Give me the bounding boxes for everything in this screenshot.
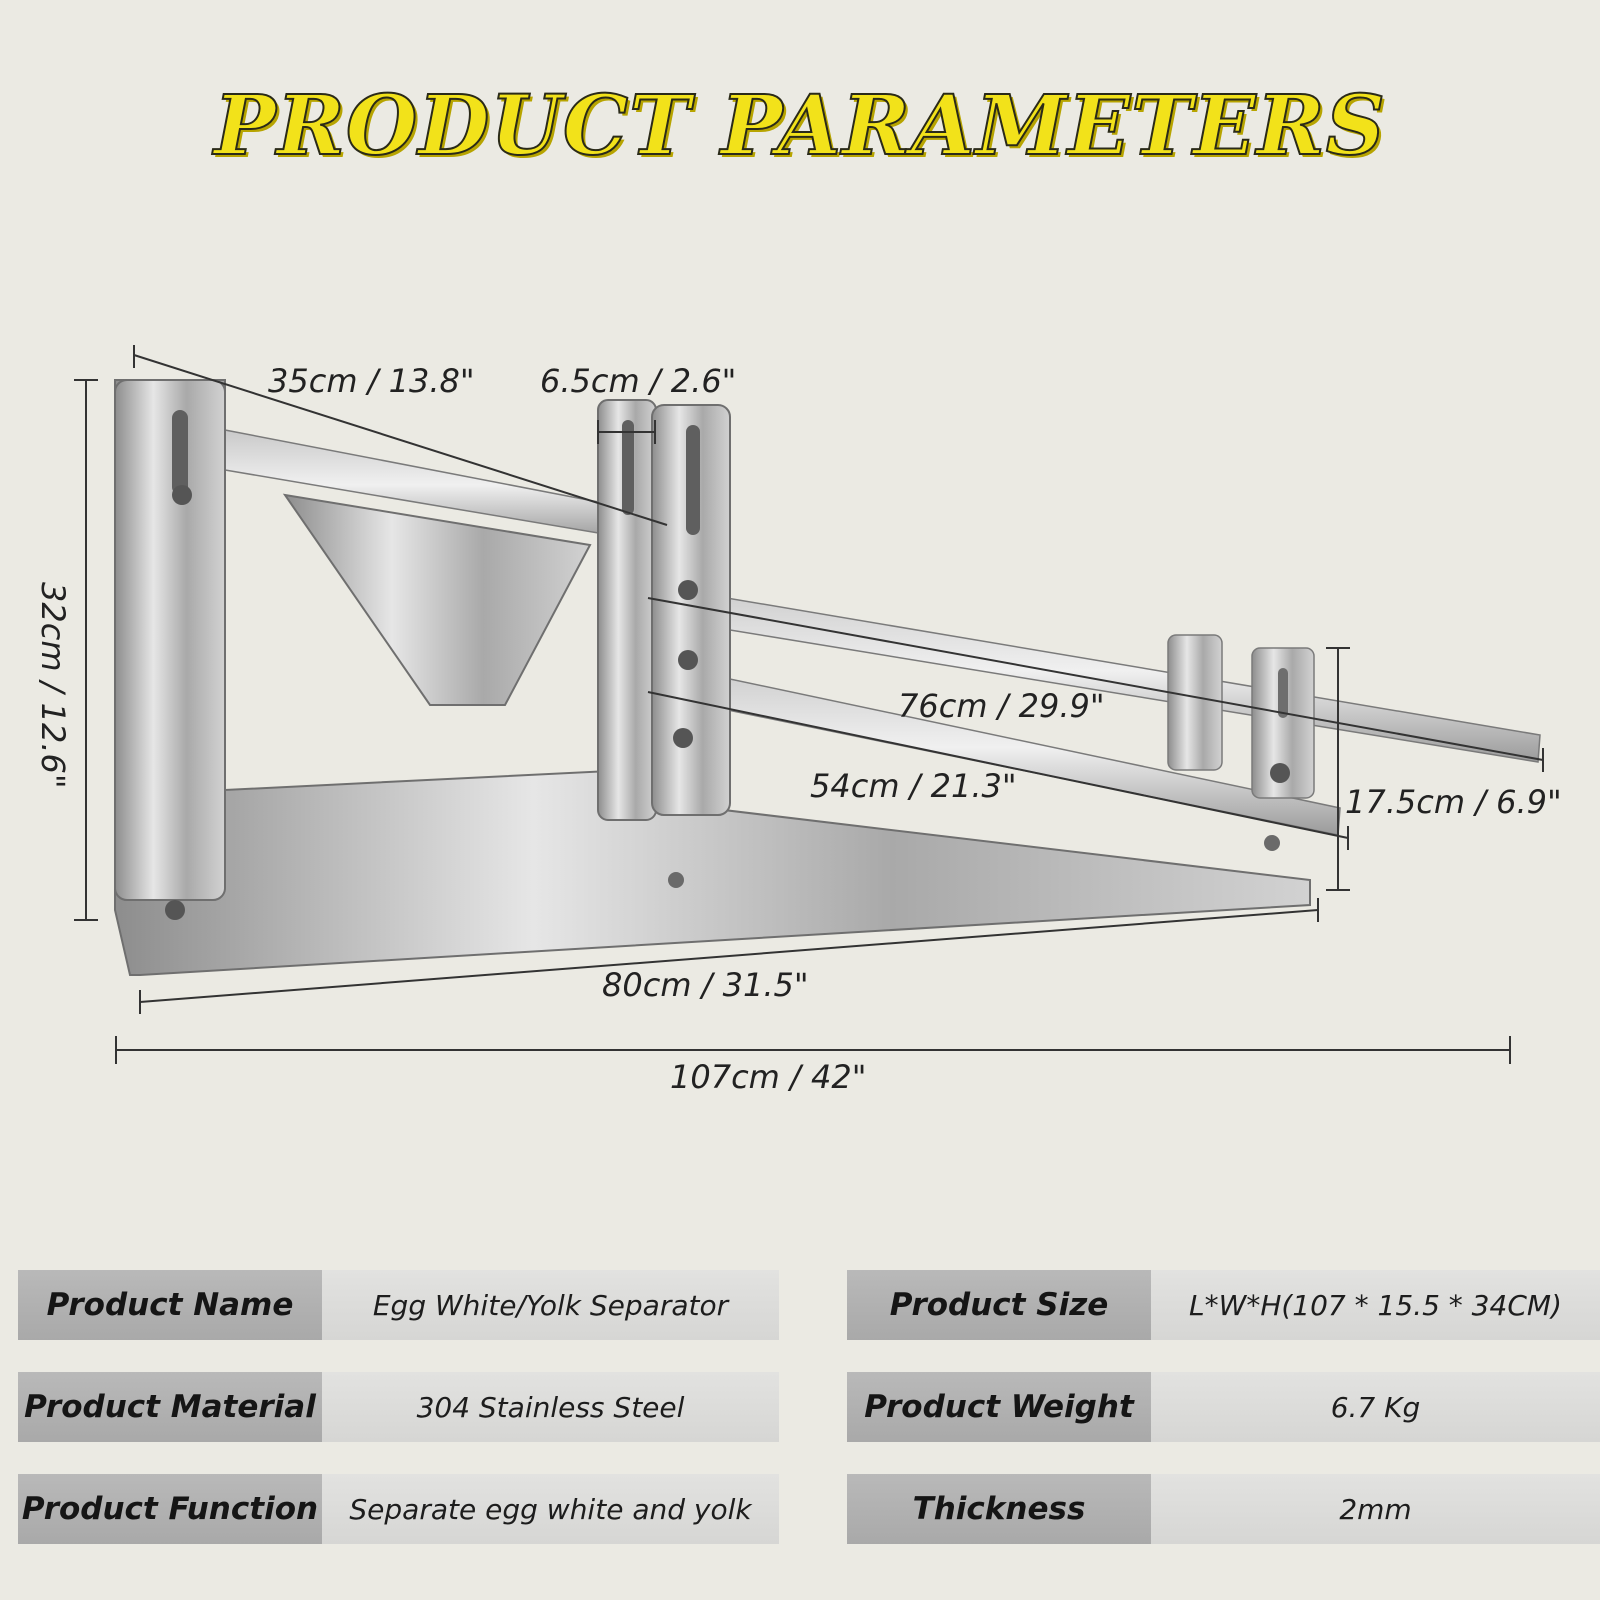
spec-value-product-material: 304 Stainless Steel [322, 1372, 779, 1442]
dim-label-height: 32cm / 12.6" [34, 582, 72, 789]
spec-label-product-function: Product Function [18, 1474, 322, 1544]
spec-value-product-weight: 6.7 Kg [1151, 1372, 1600, 1442]
page-title: PRODUCT PARAMETERS [214, 78, 1386, 174]
dim-label-upright-width: 6.5cm / 2.6" [540, 362, 737, 400]
dim-label-base-length: 80cm / 31.5" [602, 966, 809, 1004]
spec-label-product-size: Product Size [847, 1270, 1151, 1340]
dim-label-arm-length: 76cm / 29.9" [898, 687, 1105, 725]
spec-value-product-size: L*W*H(107 * 15.5 * 34CM) [1151, 1270, 1600, 1340]
spec-value-thickness: 2mm [1151, 1474, 1600, 1544]
spec-value-product-name: Egg White/Yolk Separator [322, 1270, 779, 1340]
spec-label-product-name: Product Name [18, 1270, 322, 1340]
spec-label-product-material: Product Material [18, 1372, 322, 1442]
dim-label-total-length: 107cm / 42" [670, 1058, 867, 1096]
dim-label-top-diagonal: 35cm / 13.8" [268, 362, 475, 400]
spec-label-thickness: Thickness [847, 1474, 1151, 1544]
dim-label-lower-arm: 54cm / 21.3" [810, 767, 1017, 805]
spec-value-product-function: Separate egg white and yolk [322, 1474, 779, 1544]
dim-label-end-height: 17.5cm / 6.9" [1345, 783, 1562, 821]
spec-label-product-weight: Product Weight [847, 1372, 1151, 1442]
